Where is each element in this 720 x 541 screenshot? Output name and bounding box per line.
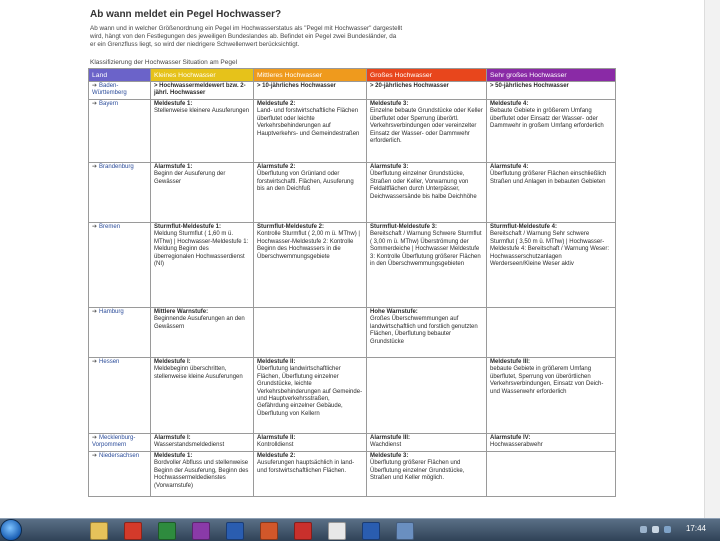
level-label: > 10-jährliches Hochwasser [257, 83, 336, 89]
level-description: Einzelne bebaute Grundstücke oder Keller überflutet oder Sperrung überörtl. Verkehrsverbindungen oder vereinzelter Einsatz der Wasser- oder Dammwehr erforderlich. [370, 108, 483, 145]
level-cell [254, 163, 367, 223]
level-cell [254, 434, 367, 452]
level-description: Wachdienst [370, 442, 402, 449]
excel-icon[interactable] [158, 522, 176, 540]
level-description: Bereitschaft / Warnung Schwere Sturmflut ( 3,00 m ü. MThw) Überströmung der Sommerdeiche | Hochwasser Meldestufe 3: Kontrolle Überflutung größerer Flächen in den Überschwemmungsgebieten [370, 231, 482, 268]
page-edge [704, 0, 720, 518]
level-label: Alarmstufe I: [154, 435, 191, 441]
level-label: Meldestufe 4: [490, 101, 529, 107]
level-description: Überflutung größerer Flächen und Überflutung einzelner Grundstücke, Straßen und Keller möglich. [370, 460, 465, 482]
level-description: Bereitschaft / Warnung Sehr schwere Sturmflut ( 3,50 m ü. MThw) | Hochwasser-Meldestufe 4: Bereitschaft / Warnung Weser: Hochwasserschutzanlagen Werderseen/Kleine Weser aktiv [490, 231, 610, 268]
column-header: Land [89, 69, 151, 82]
level-description: Ausuferungen hauptsächlich in land- und forstwirtschaftlichen Flächen. [257, 460, 355, 474]
level-cell [367, 358, 487, 434]
level-cell [367, 223, 487, 308]
level-description: Meldebeginn überschritten, stellenweise kleine Ausuferungen [154, 366, 243, 380]
level-description: Wasserstandsmeldedienst [154, 442, 225, 449]
state-name: Brandenburg [99, 164, 134, 170]
level-label: Sturmflut-Meldestufe 3: [370, 224, 438, 230]
level-cell [151, 82, 254, 100]
state-cell [89, 308, 151, 358]
table-row [89, 100, 616, 163]
state-name: Niedersachsen [99, 453, 140, 459]
level-label: Alarmstufe IV: [490, 435, 531, 441]
column-header: Kleines Hochwasser [151, 69, 254, 82]
level-cell [151, 434, 254, 452]
level-label: Alarmstufe 3: [370, 164, 409, 170]
column-header: Mittleres Hochwasser [254, 69, 367, 82]
level-cell [367, 82, 487, 100]
level-cell [254, 100, 367, 163]
level-description: Überflutung einzelner Grundstücke, Straßen oder Keller, Vorwarnung von Feldaltflächen durch Unterpässer, Deichwassersände bis halbe Deichhöhe [370, 171, 477, 200]
arrow-icon: ➔ [92, 224, 98, 230]
level-cell [254, 452, 367, 497]
level-description: Hochwasserabwehr [490, 442, 543, 449]
table-header-row [89, 69, 616, 82]
onenote-icon[interactable] [192, 522, 210, 540]
level-cell [367, 163, 487, 223]
level-label: Sturmflut-Meldestufe 4: [490, 224, 558, 230]
clock[interactable]: 17:44 [685, 524, 706, 533]
level-label: Alarmstufe 2: [257, 164, 296, 170]
level-cell [151, 223, 254, 308]
level-cell [367, 434, 487, 452]
level-cell [487, 223, 616, 308]
state-name: Mecklenburg-Vorpommern [92, 435, 136, 449]
taskbar [0, 518, 720, 541]
tray-icon[interactable] [664, 526, 671, 533]
level-cell [367, 308, 487, 358]
level-label: Meldestufe 3: [370, 453, 409, 459]
level-label: > Hochwassermeldewert bzw. 2-jährl. Hochwasser [154, 83, 246, 97]
level-label: > 50-jährliches Hochwasser [490, 83, 569, 89]
intro-line: Ab wann und in welcher Größenordnung ein Pegel im Hochwasserstatus als "Pegel mit Hochwasser" dargestellt [90, 25, 403, 32]
level-cell [487, 308, 616, 358]
level-label: Sturmflut-Meldestufe 2: [257, 224, 325, 230]
word-icon[interactable] [226, 522, 244, 540]
state-cell [89, 434, 151, 452]
table-row [89, 223, 616, 308]
level-description: Meldung Sturmflut ( 1,60 m ü. MThw) | Hochwasser-Meldestufe 1: Meldung Beginn des überregionalen Hochwasserdienst (NI) [154, 231, 249, 268]
level-label: Meldestufe 1: [154, 453, 193, 459]
arrow-icon: ➔ [92, 453, 98, 459]
state-cell [89, 452, 151, 497]
level-cell [151, 163, 254, 223]
level-description: Bebaute Gebiete in größerem Umfang überflutet oder Einsatz der Wasser- oder Dammwehr in großem Umfang erforderlich [490, 108, 604, 130]
column-header: Großes Hochwasser [367, 69, 487, 82]
level-label: Meldestufe 3: [370, 101, 409, 107]
stop-icon[interactable] [124, 522, 142, 540]
arrow-icon: ➔ [92, 359, 98, 365]
level-cell [254, 223, 367, 308]
level-label: Meldestufe 2: [257, 101, 296, 107]
level-cell [487, 100, 616, 163]
arrow-icon: ➔ [92, 83, 98, 89]
level-label: Meldestufe II: [257, 359, 296, 365]
state-name: Hessen [99, 359, 120, 365]
word-doc-icon[interactable] [362, 522, 380, 540]
level-cell [254, 82, 367, 100]
pdf-icon[interactable] [294, 522, 312, 540]
level-description: Bordvoller Abfluss und stellenweise Beginn der Ausuferung, Beginn des Hochwassermeldedienstes (Vorwarnstufe) [154, 460, 249, 489]
app-icon[interactable] [396, 522, 414, 540]
level-label: Meldestufe 1: [154, 101, 193, 107]
level-label: Mittlere Warnstufe: [154, 309, 209, 315]
state-name: Bayern [99, 101, 119, 107]
intro-line: wird, hängt von den Festlegungen des jeweiligen Bundeslandes ab. Befindet ein Pegel zwei Bundesländer, da [90, 33, 397, 41]
level-description: Überflutung größerer Flächen einschließlich Straßen und Anlagen in bebauten Gebieten [490, 171, 607, 185]
level-description: Überflutung landwirtschaftlicher Flächen, Überflutung einzelner Grundstücke, leichte Verkehrsbehinderungen auf Gemeinde- und Hauptverkehrsstraßen, Gefährdung einzelner Gebäude, Überflutung von Kellern [257, 366, 363, 417]
start-button[interactable] [0, 519, 22, 541]
level-cell [367, 100, 487, 163]
level-label: > 20-jährliches Hochwasser [370, 83, 449, 89]
level-label: Alarmstufe II: [257, 435, 296, 441]
level-description: bebaute Gebiete in größerem Umfang überflutet, Sperrung von überörtlichen Verkehrsverbindungen, Einsatz von Deich- und Wasserwehr erforderlich [490, 366, 604, 395]
table-row [89, 308, 616, 358]
level-description: Kontrolldienst [257, 442, 294, 449]
level-description: Land- und forstwirtschaftliche Flächen überflutet oder leichte Verkehrsbehinderungen auf Hauptverkehrs- und Gemeindestraßen [257, 108, 360, 137]
table-row [89, 434, 616, 452]
network-icon[interactable] [640, 526, 647, 533]
arrow-icon: ➔ [92, 435, 98, 441]
level-label: Alarmstufe 4: [490, 164, 529, 170]
arrow-icon: ➔ [92, 101, 98, 107]
level-description: Überflutung von Grünland oder forstwirtschaftl. Flächen, Ausuferung bis an den Deichfuß [257, 171, 354, 193]
state-name: Baden-Württemberg [92, 83, 127, 97]
level-description: Stellenweise kleinere Ausuferungen [154, 108, 250, 115]
level-label: Alarmstufe III: [370, 435, 411, 441]
state-cell [89, 82, 151, 100]
level-cell [254, 358, 367, 434]
table-body [89, 82, 616, 497]
level-cell [151, 100, 254, 163]
level-cell [151, 308, 254, 358]
level-label: Hohe Warnstufe: [370, 309, 418, 315]
state-cell [89, 100, 151, 163]
state-cell [89, 163, 151, 223]
level-label: Meldestufe III: [490, 359, 531, 365]
level-description: Beginn der Ausuferung der Gewässer [154, 171, 226, 185]
column-header: Sehr großes Hochwasser [487, 69, 616, 82]
level-cell [254, 308, 367, 358]
level-description: Kontrolle Sturmflut ( 2,00 m ü. MThw) | Hochwasser-Meldestufe 2: Kontrolle Beginn des Hochwassers in die Überschwemmungsgebiete [257, 231, 360, 260]
table-caption: Klassifizierung der Hochwasser Situation am Pegel [90, 59, 238, 66]
level-cell [487, 434, 616, 452]
level-description: Großes Überschwemmungen auf landwirtschaftlich und forstlich genutzten Flächen, Überflutung bebauter Grundstücke [370, 316, 478, 345]
level-label: Meldestufe 2: [257, 453, 296, 459]
state-cell [89, 358, 151, 434]
level-cell [367, 452, 487, 497]
table-row [89, 452, 616, 497]
level-cell [487, 82, 616, 100]
intro-line: er ein Grenzfluss liegt, so wird der niedrigere Schwellenwert berücksichtigt. [90, 41, 300, 49]
level-cell [151, 452, 254, 497]
table-row [89, 82, 616, 100]
level-label: Sturmflut-Meldestufe 1: [154, 224, 222, 230]
folder-icon[interactable] [90, 522, 108, 540]
level-label: Alarmstufe 1: [154, 164, 193, 170]
photo-icon[interactable] [328, 522, 346, 540]
level-description: Beginnende Ausuferungen an den Gewässern [154, 316, 245, 330]
level-cell [487, 163, 616, 223]
table-row [89, 358, 616, 434]
powerpoint-icon[interactable] [260, 522, 278, 540]
level-cell [151, 358, 254, 434]
flood-level-table [88, 68, 616, 497]
state-name: Bremen [99, 224, 121, 230]
intro-paragraph [90, 25, 470, 50]
level-cell [487, 452, 616, 497]
level-cell [487, 358, 616, 434]
level-label: Meldestufe I: [154, 359, 191, 365]
state-name: Hamburg [99, 309, 124, 315]
state-cell [89, 223, 151, 308]
table-row [89, 163, 616, 223]
volume-icon[interactable] [652, 526, 659, 533]
arrow-icon: ➔ [92, 164, 98, 170]
arrow-icon: ➔ [92, 309, 98, 315]
document-title: Ab wann meldet ein Pegel Hochwasser? [90, 9, 282, 20]
